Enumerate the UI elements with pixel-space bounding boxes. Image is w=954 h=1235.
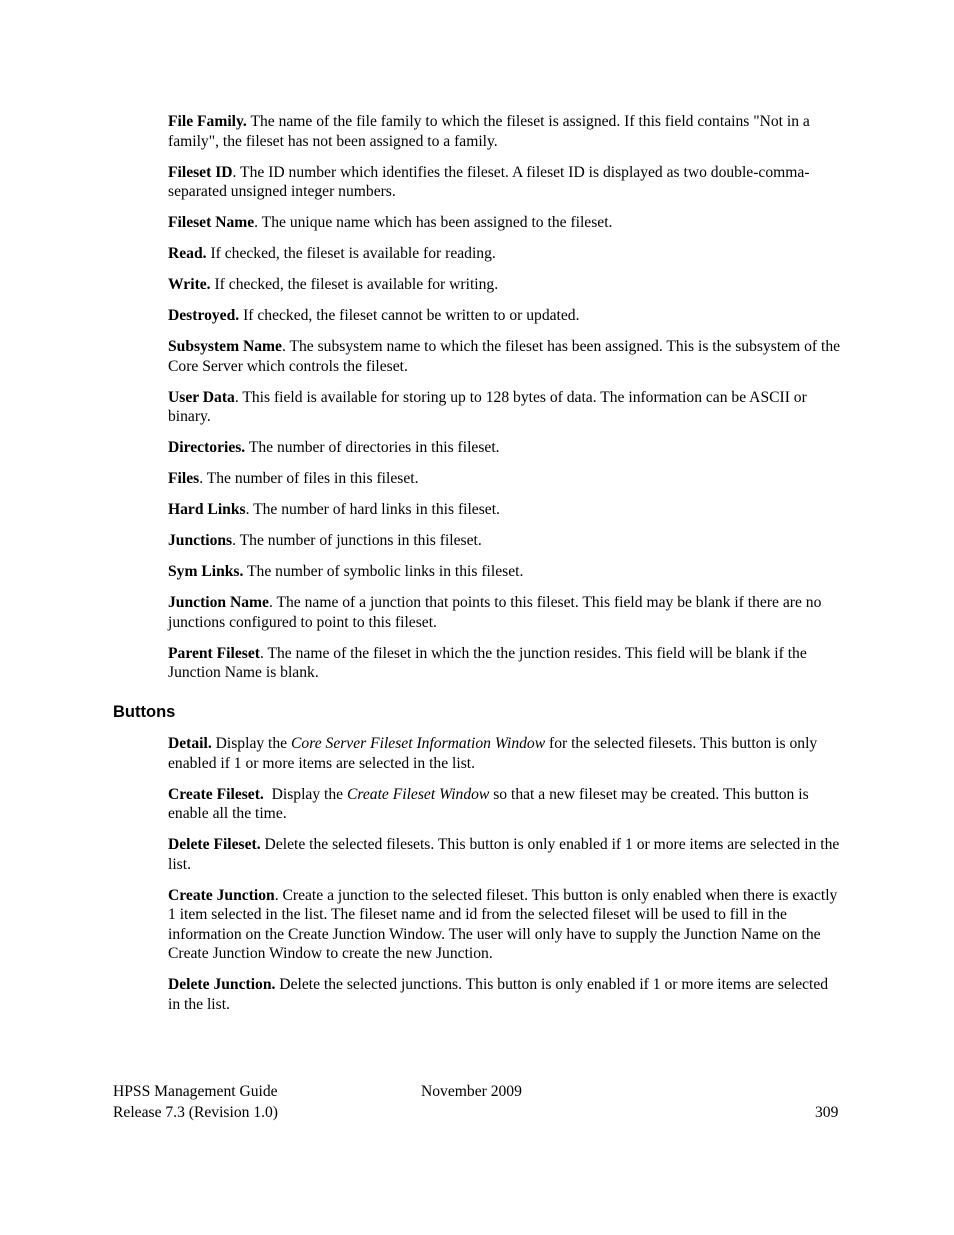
field-term: Parent Fileset [168,644,260,662]
section-heading-buttons: Buttons [113,703,176,721]
button-text: Display the [263,785,347,803]
button-text: Delete the selected filesets. This button is only enabled if 1 or more items are selected in the list. [168,836,840,873]
button-term: Create Fileset. [168,785,264,803]
field-term: User Data [168,388,235,406]
field-junction-name [168,593,844,632]
field-hard-links [168,500,844,520]
field-term: Junction Name [168,594,269,611]
footer-guide-title: HPSS Management Guide [113,1083,278,1100]
button-term: Detail. [168,735,212,752]
button-text: Display the [211,735,292,752]
field-destroyed [168,306,844,326]
field-text: If checked, the fileset cannot be written to or updated. [239,307,580,324]
field-fileset-id [168,163,844,202]
button-text: so that a new fileset may be created. This button is enable all the time. [168,785,813,822]
button-detail-description [168,734,844,773]
page-number: 309 [815,1104,839,1121]
field-user-data [168,388,844,427]
field-term: Sym Links. [168,563,244,580]
field-subsystem-name [168,337,844,376]
field-write [168,275,844,295]
window-name: Core Server Fileset Information Window [291,735,546,752]
field-files [168,469,844,489]
field-term: Read. [168,245,207,262]
field-term: Fileset ID [168,163,233,181]
field-term: Fileset Name [168,214,255,231]
field-term: File Family. [168,113,247,130]
field-text: . The ID number which identifies the fileset. A fileset ID is displayed as two double-comma-separated unsigned integer numbers. [168,163,810,200]
field-text: . The number of junctions in this fileset. [232,532,482,549]
field-term: Destroyed. [168,307,240,324]
button-term: Create Junction [168,886,275,904]
field-read [168,244,844,264]
button-create-fileset-description [168,785,844,824]
field-text: The number of symbolic links in this fileset. [243,563,524,580]
field-text: . The unique name which has been assigned to the fileset. [254,214,613,231]
button-text: Delete the selected junctions. This button is only enabled if 1 or more items are selected in the list. [168,976,829,1013]
field-text: If checked, the fileset is available for reading. [206,245,496,262]
button-create-junction-description [168,886,844,964]
field-text: The name of the file family to which the fileset is assigned. If this field contains "Not in a family", the fileset has not been assigned to a family. [168,113,810,150]
button-text: for the selected filesets. This button is only enabled if 1 or more items are selected in the list. [168,735,818,772]
field-text: . The name of a junction that points to this fileset. This field may be blank if there are no junctions configured to point to this fileset. [168,594,822,631]
footer-release: Release 7.3 (Revision 1.0) [113,1104,278,1121]
field-term: Subsystem Name [168,338,282,355]
field-junctions [168,531,844,551]
field-term: Files [168,470,200,487]
button-term: Delete Junction. [168,976,276,993]
field-term: Directories. [168,439,246,456]
button-term: Delete Fileset. [168,836,261,853]
window-name: Create Fileset Window [346,785,490,803]
field-parent-fileset [168,644,844,683]
field-descriptions [168,112,844,694]
field-term: Junctions [168,532,233,549]
button-delete-fileset-description [168,835,844,874]
button-descriptions [168,734,844,1026]
field-text: . This field is available for storing up to 128 bytes of data. The information can be ASCII or binary. [168,388,807,425]
field-sym-links [168,562,844,582]
field-text: The number of directories in this fileset. [245,439,500,456]
field-fileset-name [168,213,844,233]
field-text: . The number of hard links in this fileset. [245,501,500,518]
button-delete-junction-description [168,975,844,1014]
field-term: Write. [168,276,211,293]
field-text: . The subsystem name to which the fileset has been assigned. This is the subsystem of the Core Server which controls the fileset. [168,338,841,375]
field-directories [168,438,844,458]
footer-date: November 2009 [421,1083,522,1100]
field-text: . The number of files in this fileset. [199,470,419,487]
field-text: If checked, the fileset is available for writing. [210,276,499,293]
field-term: Hard Links [168,501,246,518]
button-text: . Create a junction to the selected fileset. This button is only enabled when there is exactly 1 item selected in the list. The fileset name and id from the selected fileset will be used to fill in the information on the Create Junction Window. The user will only have to supply the Junction Name on the Create Junction Window to create the new Junction. [168,886,838,962]
field-text: . The name of the fileset in which the the junction resides. This field will be blank if the Junction Name is blank. [168,644,807,681]
field-file-family [168,112,844,151]
